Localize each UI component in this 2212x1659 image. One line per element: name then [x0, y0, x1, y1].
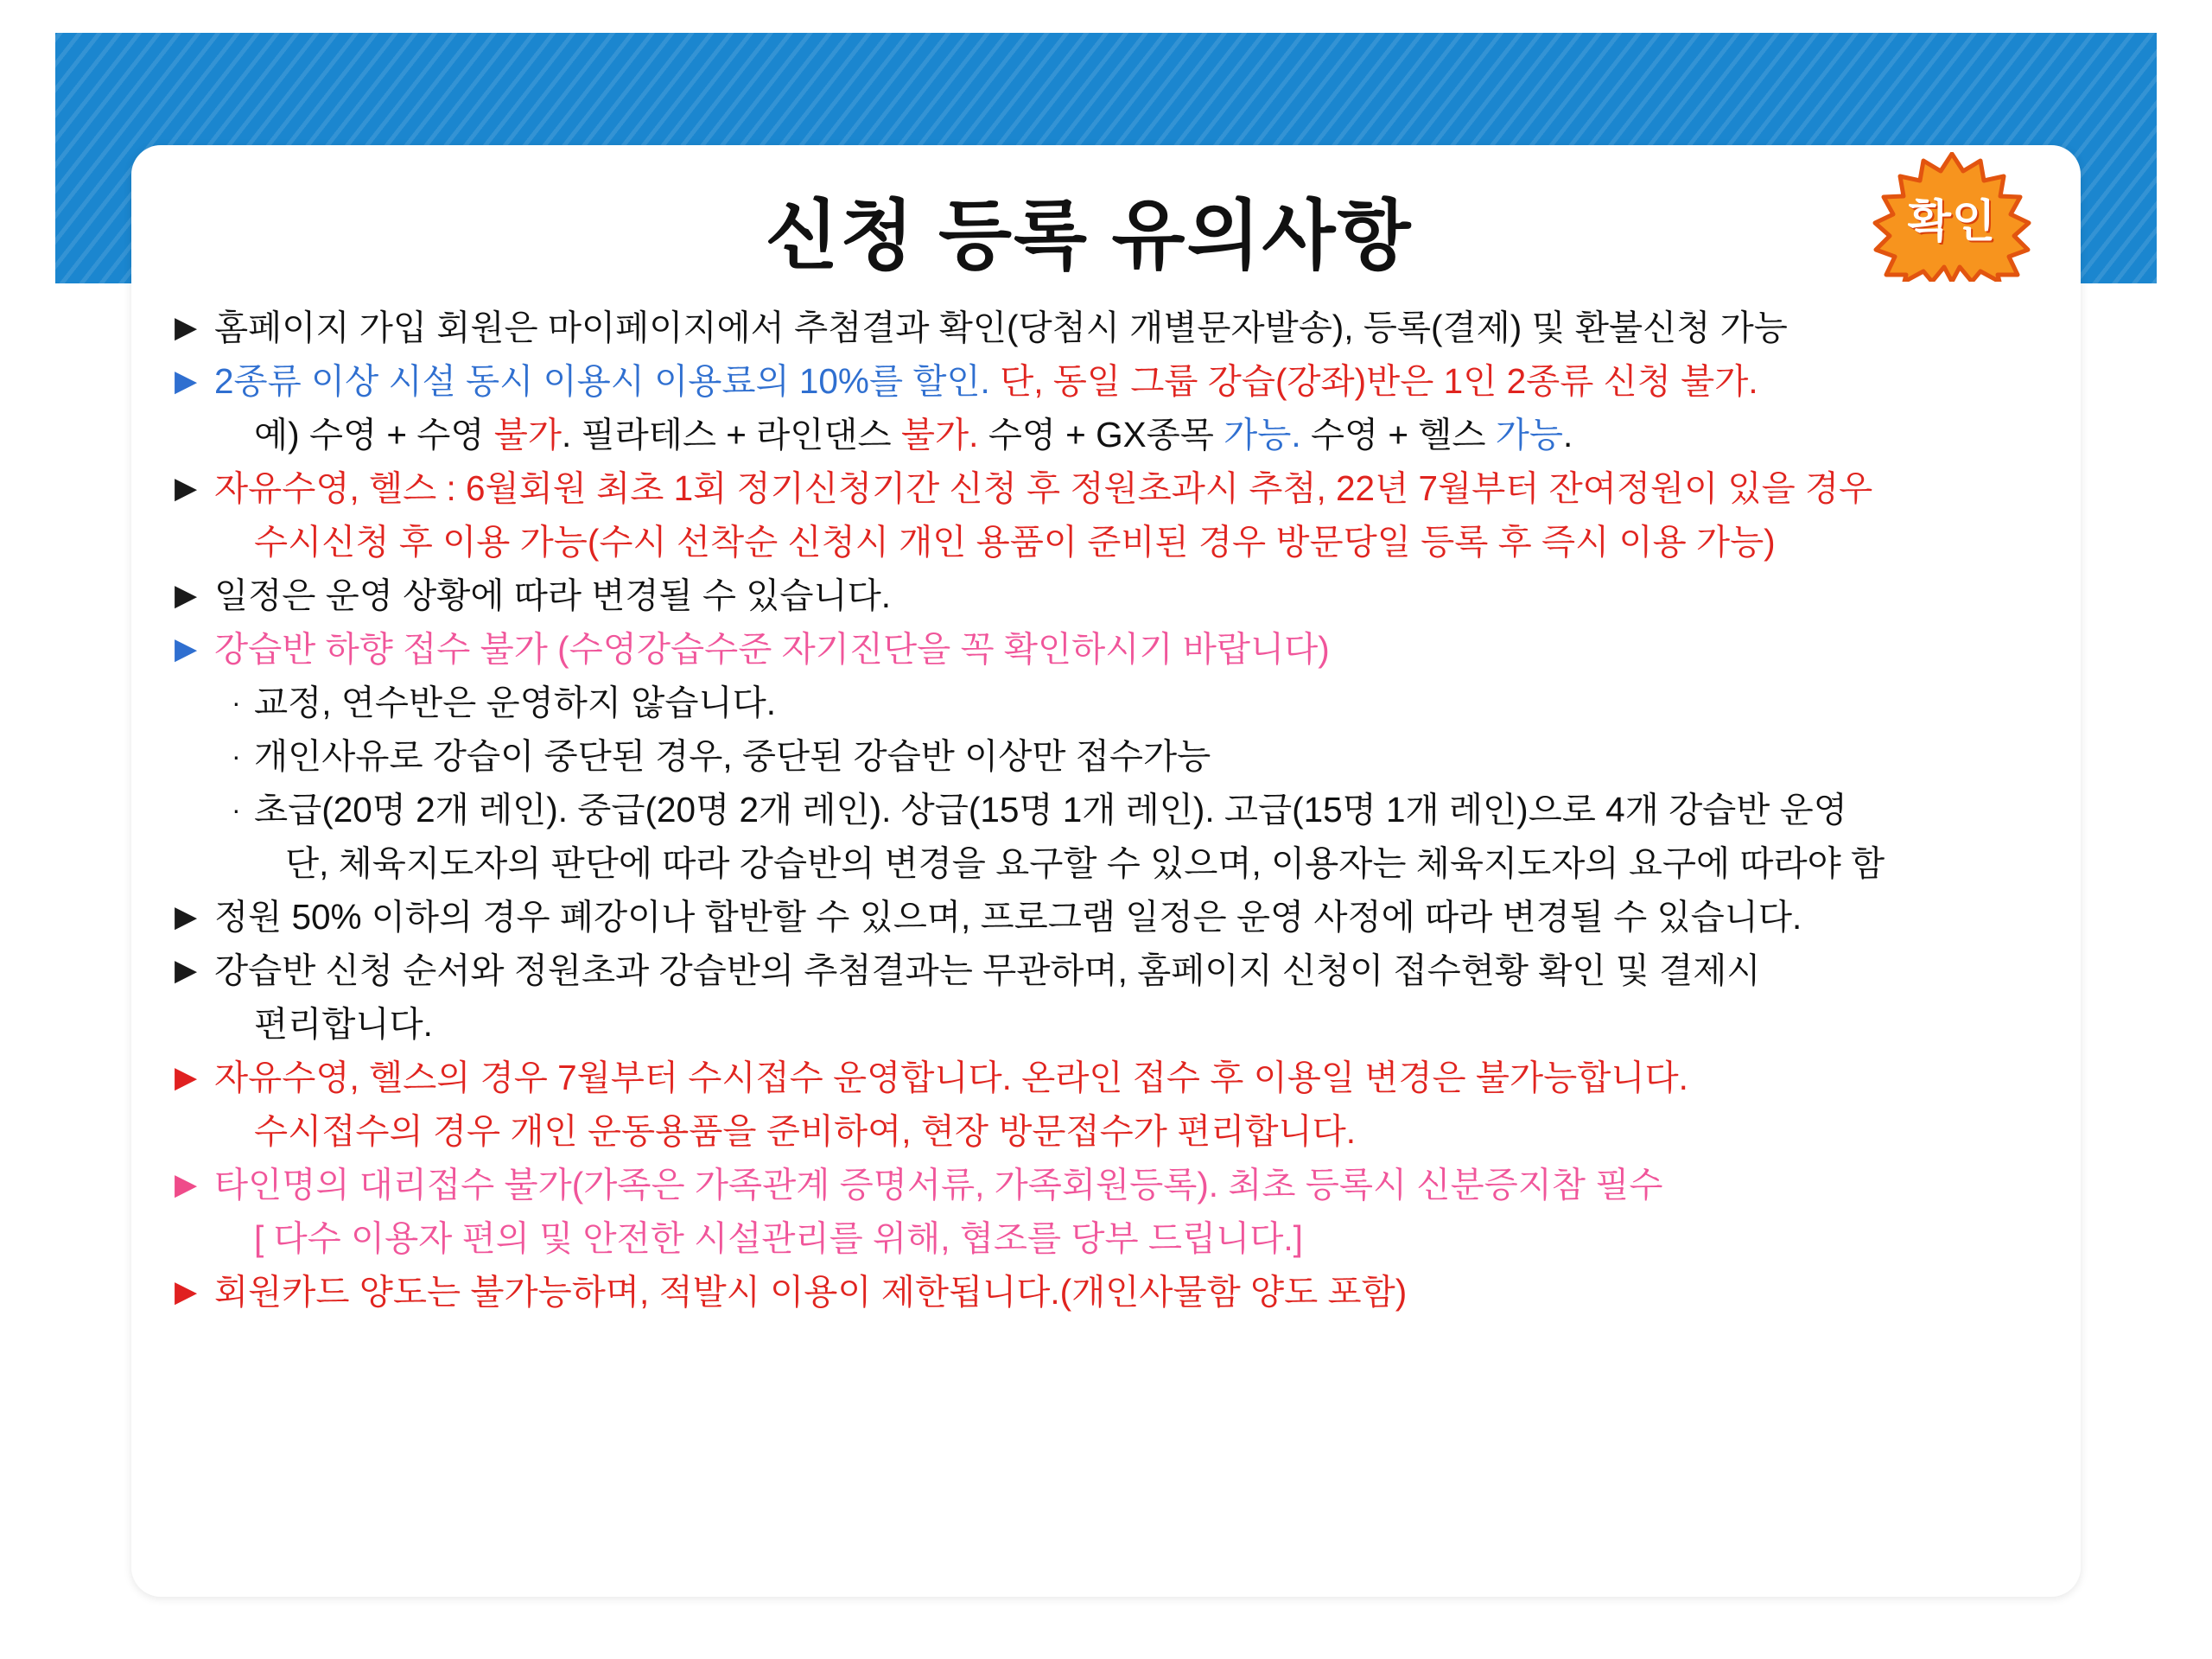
- notice-line: [175, 515, 2037, 569]
- notice-text-segment: 단, 동일 그룹 강습(강좌)반은 1인 2종류 신청 불가.: [1000, 361, 1758, 401]
- notice-text-segment: 단, 체육지도자의 판단에 따라 강습반의 변경을 요구할 수 있으며, 이용자는 체육지도자의 요구에 따라야 함: [285, 843, 1885, 883]
- notice-line: [175, 1211, 2037, 1265]
- notice-text-segment: 일정은 운영 상황에 따라 변경될 수 있습니다.: [214, 575, 891, 615]
- bullet-arrow-icon: ▶: [175, 1168, 198, 1201]
- notice-line: [175, 1104, 2037, 1158]
- notice-text: [214, 301, 2037, 354]
- notice-text-segment: 홈페이지 가입 회원은 마이페이지에서 추첨결과 확인(당첨시 개별문자발송), 등록(결제) 및 환불신청 가능: [214, 308, 1788, 347]
- notice-line: [175, 676, 2037, 729]
- bullet-arrow-icon: [214, 997, 254, 1051]
- notice-text: [254, 997, 2037, 1051]
- notice-text-segment: 불가: [493, 415, 563, 454]
- notice-text: [214, 622, 2037, 676]
- notice-text-segment: 수영 + GX종목: [988, 415, 1224, 454]
- notice-text: [214, 1265, 2037, 1319]
- notice-line: [175, 1051, 2037, 1104]
- notice-list: [166, 301, 2046, 1319]
- notice-text-segment: 수영 + 헬스: [1300, 415, 1496, 454]
- notice-text-segment: 교정, 연수반은 운영하지 않습니다.: [254, 683, 776, 722]
- title-area: [166, 171, 2046, 301]
- notice-line: [175, 944, 2037, 997]
- notice-text: [285, 836, 2037, 890]
- bullet-arrow-icon: ▶: [175, 579, 198, 612]
- notice-line: [175, 1265, 2037, 1319]
- sub-bullet-icon: ·: [232, 687, 241, 718]
- notice-text-segment: 가능: [1495, 415, 1564, 454]
- notice-text: [214, 354, 2037, 408]
- notice-text-segment: 편리합니다.: [254, 1004, 433, 1044]
- notice-line: [175, 997, 2037, 1051]
- bullet-arrow-icon: ▶: [175, 311, 198, 344]
- notice-text: [214, 890, 2037, 944]
- notice-line: [175, 890, 2037, 944]
- notice-text-segment: . 필라테스 + 라인댄스: [562, 415, 901, 454]
- notice-text-segment: 가능.: [1224, 415, 1301, 454]
- notice-text: [214, 569, 2037, 622]
- notice-text: [254, 1104, 2037, 1158]
- notice-text: [214, 1051, 2037, 1104]
- bullet-arrow-icon: ▶: [175, 472, 198, 505]
- notice-line: [175, 408, 2037, 461]
- notice-text-segment: 자유수영, 헬스의 경우 7월부터 수시접수 운영합니다. 온라인 접수 후 이용일 변경은 불가능합니다.: [214, 1058, 1688, 1097]
- bullet-arrow-icon: ▶: [175, 954, 198, 987]
- sub-bullet-icon: ·: [232, 794, 241, 825]
- bullet-arrow-icon: [214, 515, 254, 569]
- notice-text-segment: 예) 수영 + 수영: [254, 415, 494, 454]
- notice-text: [254, 1211, 2037, 1265]
- notice-text-segment: .: [1563, 415, 1573, 454]
- bullet-arrow-icon: [214, 1211, 254, 1265]
- bullet-arrow-icon: [214, 1104, 254, 1158]
- notice-card: [131, 145, 2081, 1597]
- notice-text-segment: 강습반 하향 접수 불가 (수영강습수준 자기진단을 꼭 확인하시기 바랍니다): [214, 629, 1330, 669]
- notice-text-segment: 수시신청 후 이용 가능(수시 선착순 신청시 개인 용품이 준비된 경우 방문당일 등록 후 즉시 이용 가능): [254, 522, 1776, 562]
- page-title: 신청 등록 유의사항: [765, 193, 1413, 278]
- notice-line: [175, 836, 2037, 890]
- notice-text: [254, 515, 2037, 569]
- notice-text-segment: 정원 50% 이하의 경우 폐강이나 합반할 수 있으며, 프로그램 일정은 운영 사정에 따라 변경될 수 있습니다.: [214, 897, 1802, 937]
- notice-text: [214, 461, 2037, 515]
- bullet-arrow-icon: ▶: [175, 632, 198, 665]
- notice-text-segment: 타인명의 대리접수 불가(가족은 가족관계 증명서류, 가족회원등록). 최초 등록시 신분증지참 필수: [214, 1165, 1663, 1205]
- notice-text: [254, 783, 2037, 836]
- confirm-stamp-badge: [1870, 152, 2034, 282]
- notice-line: [175, 301, 2037, 354]
- bullet-arrow-icon: [214, 408, 254, 461]
- notice-line: [175, 783, 2037, 836]
- stamp-label: 확인: [1907, 196, 1997, 247]
- notice-text-segment: 2종류 이상 시설 동시 이용시 이용료의 10%를 할인.: [214, 361, 1001, 401]
- notice-text-segment: 자유수영, 헬스 : 6월회원 최초 1회 정기신청기간 신청 후 정원초과시 추첨, 22년 7월부터 잔여정원이 있을 경우: [214, 468, 1873, 508]
- bullet-arrow-icon: ▶: [175, 365, 198, 397]
- notice-text-segment: 수시접수의 경우 개인 운동용품을 준비하여, 현장 방문접수가 편리합니다.: [254, 1111, 1356, 1151]
- notice-line: [175, 1158, 2037, 1211]
- notice-text: [214, 944, 2037, 997]
- notice-line: [175, 569, 2037, 622]
- notice-text: [214, 1158, 2037, 1211]
- notice-line: [175, 461, 2037, 515]
- notice-text: [254, 729, 2037, 783]
- notice-text-segment: 회원카드 양도는 불가능하며, 적발시 이용이 제한됩니다.(개인사물함 양도 포함): [214, 1272, 1408, 1312]
- notice-text-segment: [ 다수 이용자 편의 및 안전한 시설관리를 위해, 협조를 당부 드립니다.]: [254, 1218, 1303, 1258]
- notice-line: [175, 729, 2037, 783]
- notice-line: [175, 354, 2037, 408]
- notice-line: [175, 622, 2037, 676]
- sub-bullet-icon: ·: [232, 741, 241, 772]
- bullet-arrow-icon: ▶: [175, 1275, 198, 1308]
- bullet-arrow-icon: ▶: [175, 900, 198, 933]
- bullet-arrow-icon: ▶: [175, 1061, 198, 1094]
- notice-text-segment: 개인사유로 강습이 중단된 경우, 중단된 강습반 이상만 접수가능: [254, 736, 1211, 776]
- notice-text: [254, 676, 2037, 729]
- notice-text: [254, 408, 2037, 461]
- bullet-arrow-icon: [245, 836, 285, 890]
- notice-text-segment: 초급(20명 2개 레인). 중급(20명 2개 레인). 상급(15명 1개 레인). 고급(15명 1개 레인)으로 4개 강습반 운영: [254, 790, 1847, 830]
- notice-text-segment: 강습반 신청 순서와 정원초과 강습반의 추첨결과는 무관하며, 홈페이지 신청이 접수현황 확인 및 결제시: [214, 950, 1761, 990]
- notice-text-segment: 불가.: [900, 415, 988, 454]
